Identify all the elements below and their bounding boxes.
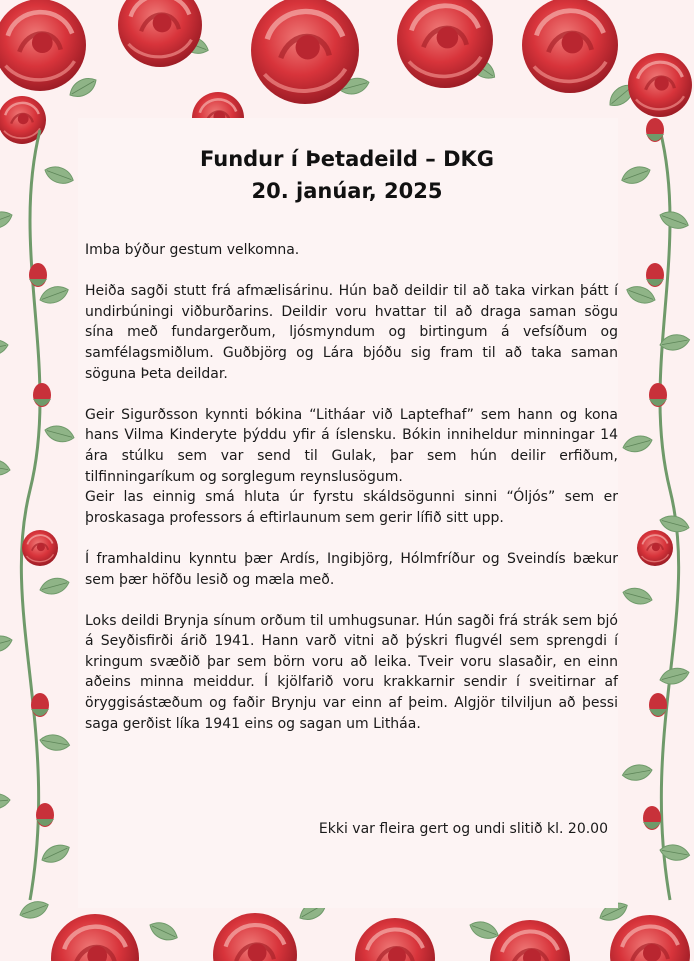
- paragraph-novel-reading: Geir las einnig smá hluta úr fyrstu skáldsögunni sinni “Óljós” sem er þroskasaga professors á eftirlaunum sem gerir lífið sitt upp.: [85, 489, 618, 526]
- paragraph-welcome: Imba býður gestum velkomna.: [85, 242, 300, 258]
- paragraph-anniversary: Heiða sagði stutt frá afmælisárinu. Hún bað deildir til að taka virkan þátt í undirbúningi viðburðarins. Deildir voru hvattar til að draga saman sögu sína með fundargerðum, ljósmyndum og birtingum á vefsíðum og samfélagsmiðlum. Guðbjörg og Lára bjóðu sig fram til að taka saman söguna Þeta deildar.: [85, 283, 618, 382]
- paragraph-book-intro: Geir Sigurðsson kynnti bókina “Litháar við Laptefhaf” sem hann og kona hans Vilma Kinderyte þýddu yfir á íslensku. Bókin inniheldur minningar 14 ára stúlku sem var send til Gulak, þar sem hún deilir erfiðum, tilfinningaríkum og sorglegum reynslusögum.: [85, 406, 618, 485]
- document-title: [0, 143, 694, 207]
- left-vine: [0, 130, 76, 900]
- minutes-body: [85, 240, 618, 755]
- closing-line: Ekki var fleira gert og undi slitið kl. 20.00: [318, 821, 608, 837]
- paragraph-reflection: Loks deildi Brynja sínum orðum til umhugsunar. Hún sagði frá strák sem bjó á Seyðisfirði árið 1941. Hann varð vitni að þýskri flugvél sem sprengdi í kringum svæðið þar sem börn voru að leika. Tveir voru slasaðir, en einn aðeins minna meiddur. Í kjölfarið voru krakkarnir sendir í sveitirnar af öryggisástæðum og faðir Brynju var einn af þeim. Algjör tilviljun að þessi saga gerðist líka 1941 eins og sagan um Litháa.: [85, 612, 618, 732]
- title-meeting-name: Fundur í Þetadeild – DKG: [199, 147, 495, 171]
- title-date: 20. janúar, 2025: [251, 179, 443, 203]
- right-vine: [619, 118, 691, 900]
- paragraph-book-recommendations: Í framhaldinu kynntu þær Ardís, Ingibjörg, Hólmfríður og Sveindís bækur sem þær höfðu lesið og mæla með.: [85, 550, 618, 588]
